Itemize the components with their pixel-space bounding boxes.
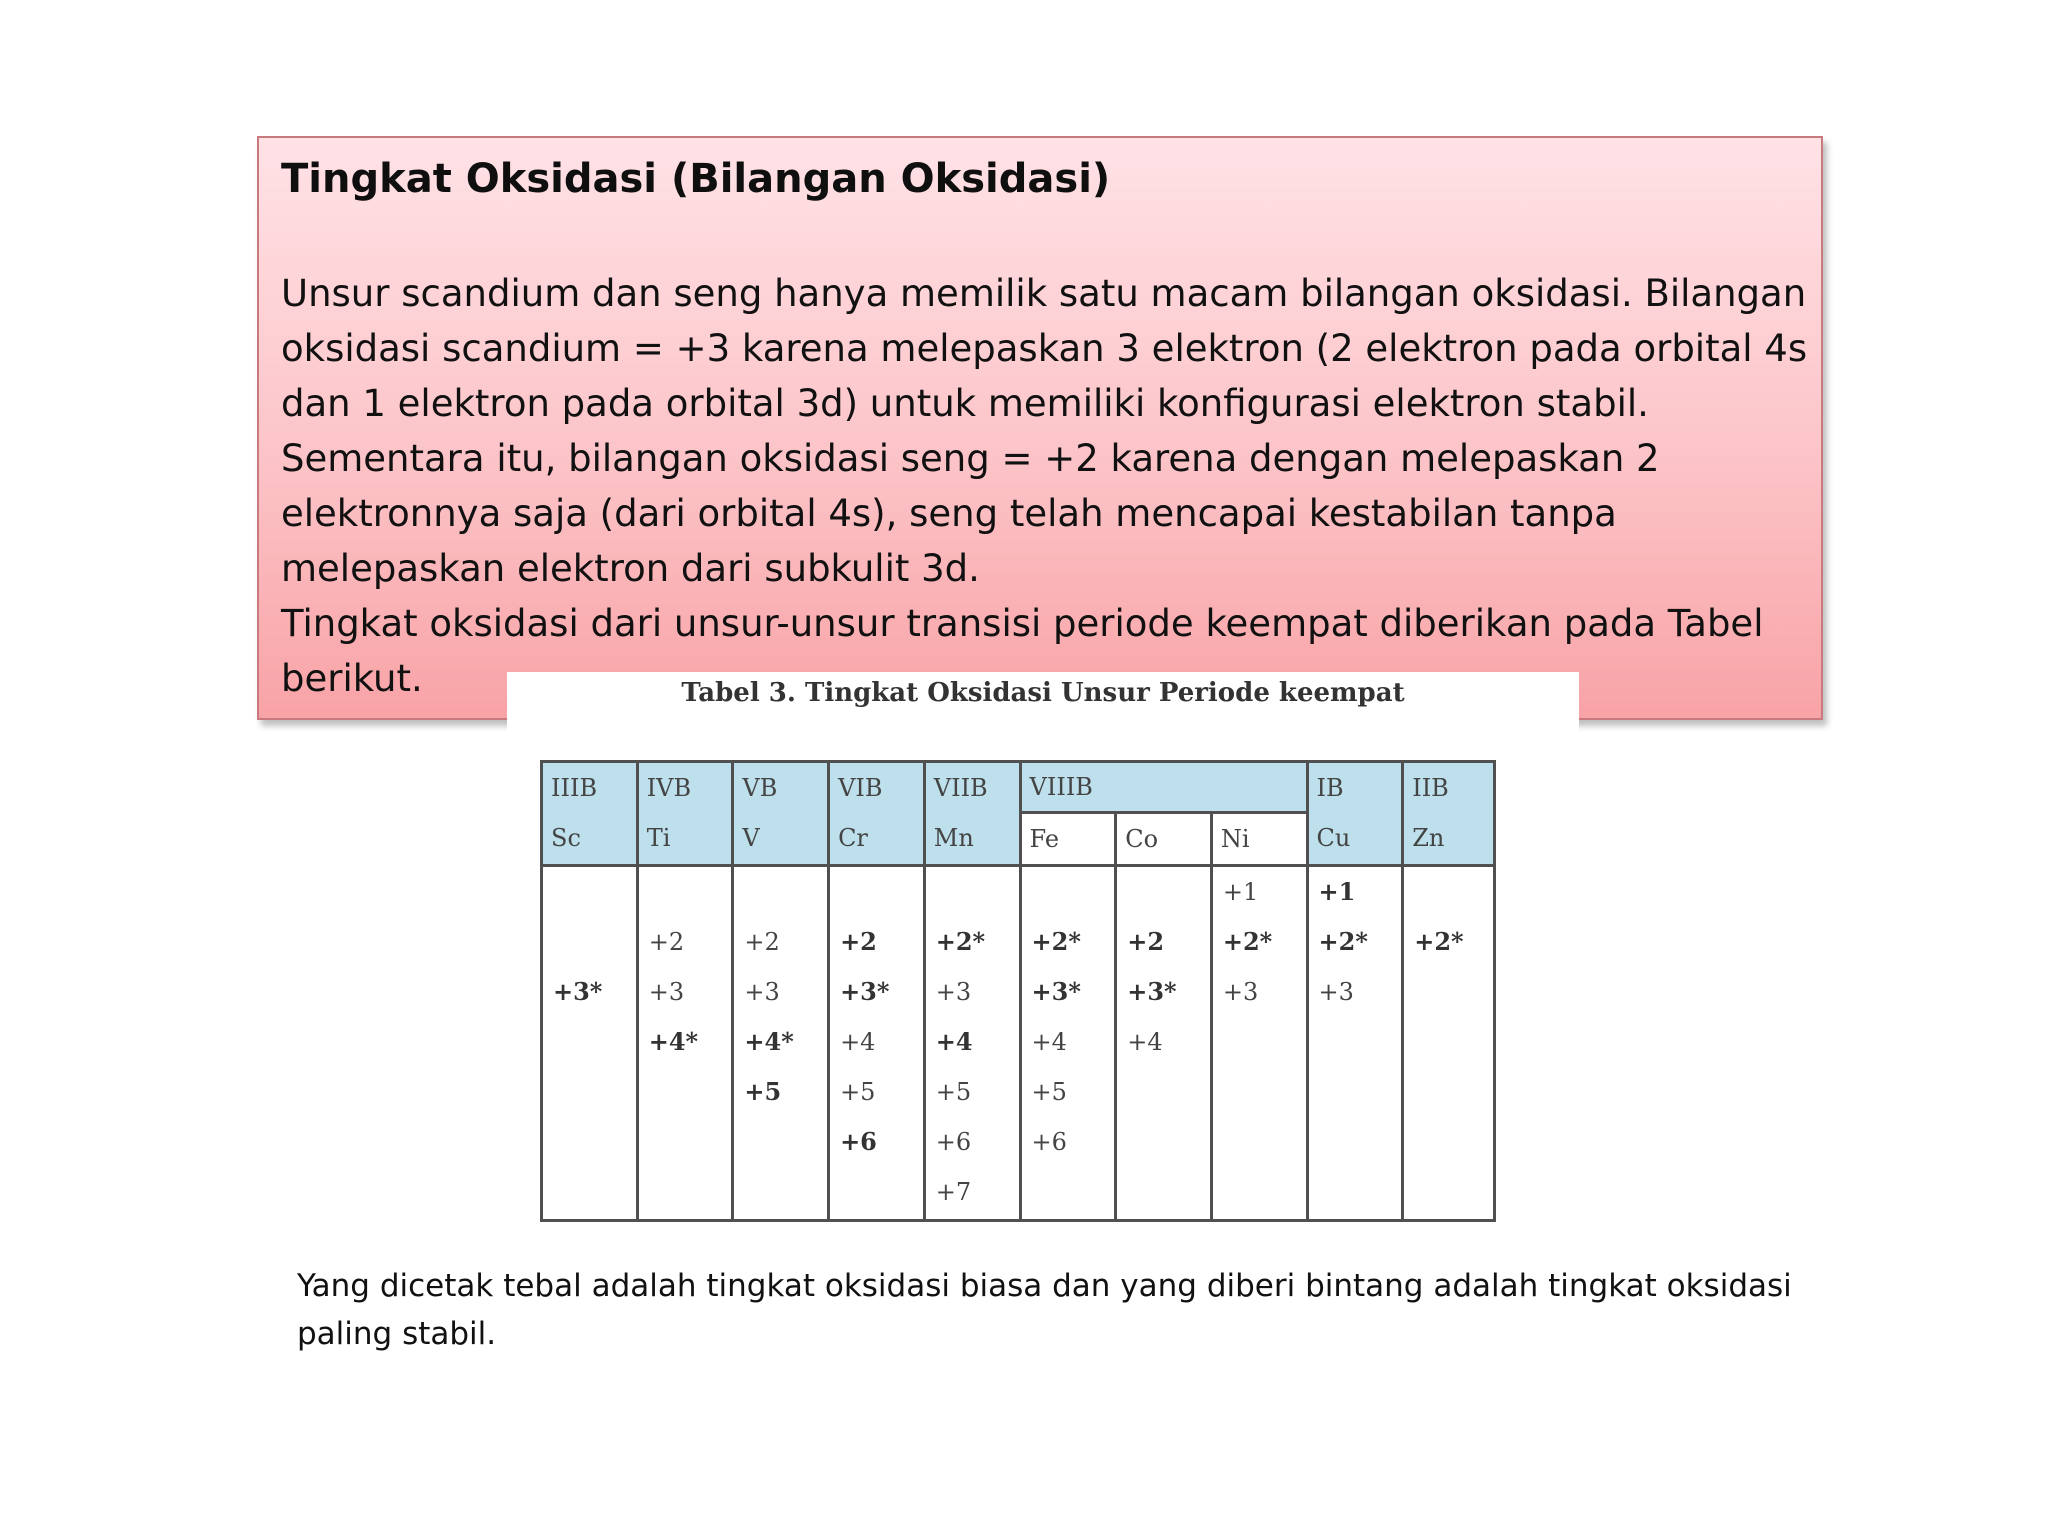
footnote-line: paling stabil. [297,1316,497,1352]
group-header: IVB [637,762,733,813]
group-header: IB [1307,762,1403,813]
oxidation-value: +6 [935,1128,972,1156]
group-header: VB [733,762,829,813]
oxidation-value: +3* [840,977,890,1006]
oxidation-value: +2 [840,927,877,956]
oxidation-value [649,867,732,917]
body-text [281,266,1808,706]
oxidation-cell [1403,866,1495,1221]
element-symbol: Fe [1020,813,1116,866]
oxidation-value: +2 [1127,927,1165,956]
element-symbol: Mn [924,813,1020,866]
oxidation-value: +2* [1222,927,1273,956]
group-header: IIIB [542,762,638,813]
oxidation-cell [1211,866,1307,1221]
oxidation-cell [542,866,638,1221]
oxidation-value: +4 [1127,1028,1163,1056]
oxidation-value [1127,867,1210,917]
oxidation-value: +6 [840,1127,877,1156]
table-image [507,672,1579,1244]
oxidation-value: +4* [648,1027,699,1056]
oxidation-value: +3 [1222,978,1259,1006]
oxidation-value: +2* [1318,927,1368,956]
values-row [542,866,1495,1221]
oxidation-value: +3 [935,978,972,1006]
oxidation-cell [637,866,733,1221]
group-header-viiib: VIIIB [1020,762,1307,813]
oxidation-value [1032,867,1115,917]
oxidation-cell [829,866,925,1221]
oxidation-value: +2* [1031,927,1081,956]
body-line: dan 1 elektron pada orbital 3d) untuk memiliki konfigurasi elektron stabil. [281,382,1649,425]
symbol-header-row [542,813,1495,866]
oxidation-value: +5 [744,1077,782,1106]
body-line: Tingkat oksidasi dari unsur-unsur transisi periode keempat diberikan pada Tabel [281,602,1764,645]
group-header-row [542,762,1495,813]
element-symbol: Cu [1307,813,1403,866]
element-symbol: Cr [829,813,925,866]
group-header: VIIB [924,762,1020,813]
oxidation-value: +6 [1031,1128,1067,1156]
oxidation-cell [1116,866,1212,1221]
body-line: melepaskan elektron dari subkulit 3d. [281,547,980,590]
oxidation-value: +2 [744,928,780,956]
oxidation-value: +3* [1031,977,1081,1006]
element-symbol: Co [1116,813,1212,866]
element-symbol: V [733,813,829,866]
oxidation-value: +4 [840,1028,876,1056]
element-symbol: Ni [1211,813,1307,866]
oxidation-value: +3 [648,978,685,1006]
oxidation-cell [1307,866,1403,1221]
oxidation-value: +3* [1127,977,1177,1006]
body-line: Unsur scandium dan seng hanya memilik satu macam bilangan oksidasi. Bilangan [281,272,1807,315]
oxidation-cell [1020,866,1116,1221]
content-box [257,136,1823,720]
oxidation-value: +3 [744,978,780,1006]
oxidation-cell [733,866,829,1221]
oxidation-value: +3* [553,977,603,1006]
oxidation-value: +2* [935,927,986,956]
oxidation-value: +2 [648,928,685,956]
oxidation-value: +3 [1318,978,1354,1006]
body-line: berikut. [281,657,423,700]
oxidation-value: +5 [935,1078,972,1106]
oxidation-value: +7 [935,1178,972,1206]
oxidation-value [744,867,827,917]
oxidation-value: +1 [1222,878,1259,906]
element-symbol: Zn [1403,813,1495,866]
oxidation-value [1414,867,1493,917]
footnote-line: Yang dicetak tebal adalah tingkat oksidasi biasa dan yang diberi bintang adalah tingkat oksidasi [297,1268,1792,1304]
body-line: Sementara itu, bilangan oksidasi seng = +2 karena dengan melepaskan 2 [281,437,1660,480]
table-caption: Tabel 3. Tingkat Oksidasi Unsur Periode keempat [681,678,1405,708]
slide-title: Tingkat Oksidasi (Bilangan Oksidasi) [281,156,1111,202]
oxidation-value: +5 [1031,1078,1067,1106]
oxidation-value: +4 [1031,1028,1067,1056]
body-line: oksidasi scandium = +3 karena melepaskan 3 elektron (2 elektron pada orbital 4s [281,327,1808,370]
group-header: VIB [829,762,925,813]
oxidation-value [553,917,636,967]
element-symbol: Sc [542,813,638,866]
oxidation-value: +2* [1414,927,1464,956]
body-line: elektronnya saja (dari orbital 4s), seng telah mencapai kestabilan tanpa [281,492,1617,535]
group-header: IIB [1403,762,1495,813]
oxidation-value: +4 [935,1027,973,1056]
oxidation-value: +5 [840,1078,876,1106]
element-symbol: Ti [637,813,733,866]
oxidation-value [840,867,923,917]
oxidation-value [553,867,636,917]
oxidation-value [936,867,1019,917]
footnote [297,1262,1897,1358]
oxidation-value: +4* [744,1027,794,1056]
oxidation-cell [924,866,1020,1221]
oxidation-value: +1 [1318,877,1356,906]
oxidation-table [540,760,1496,1222]
